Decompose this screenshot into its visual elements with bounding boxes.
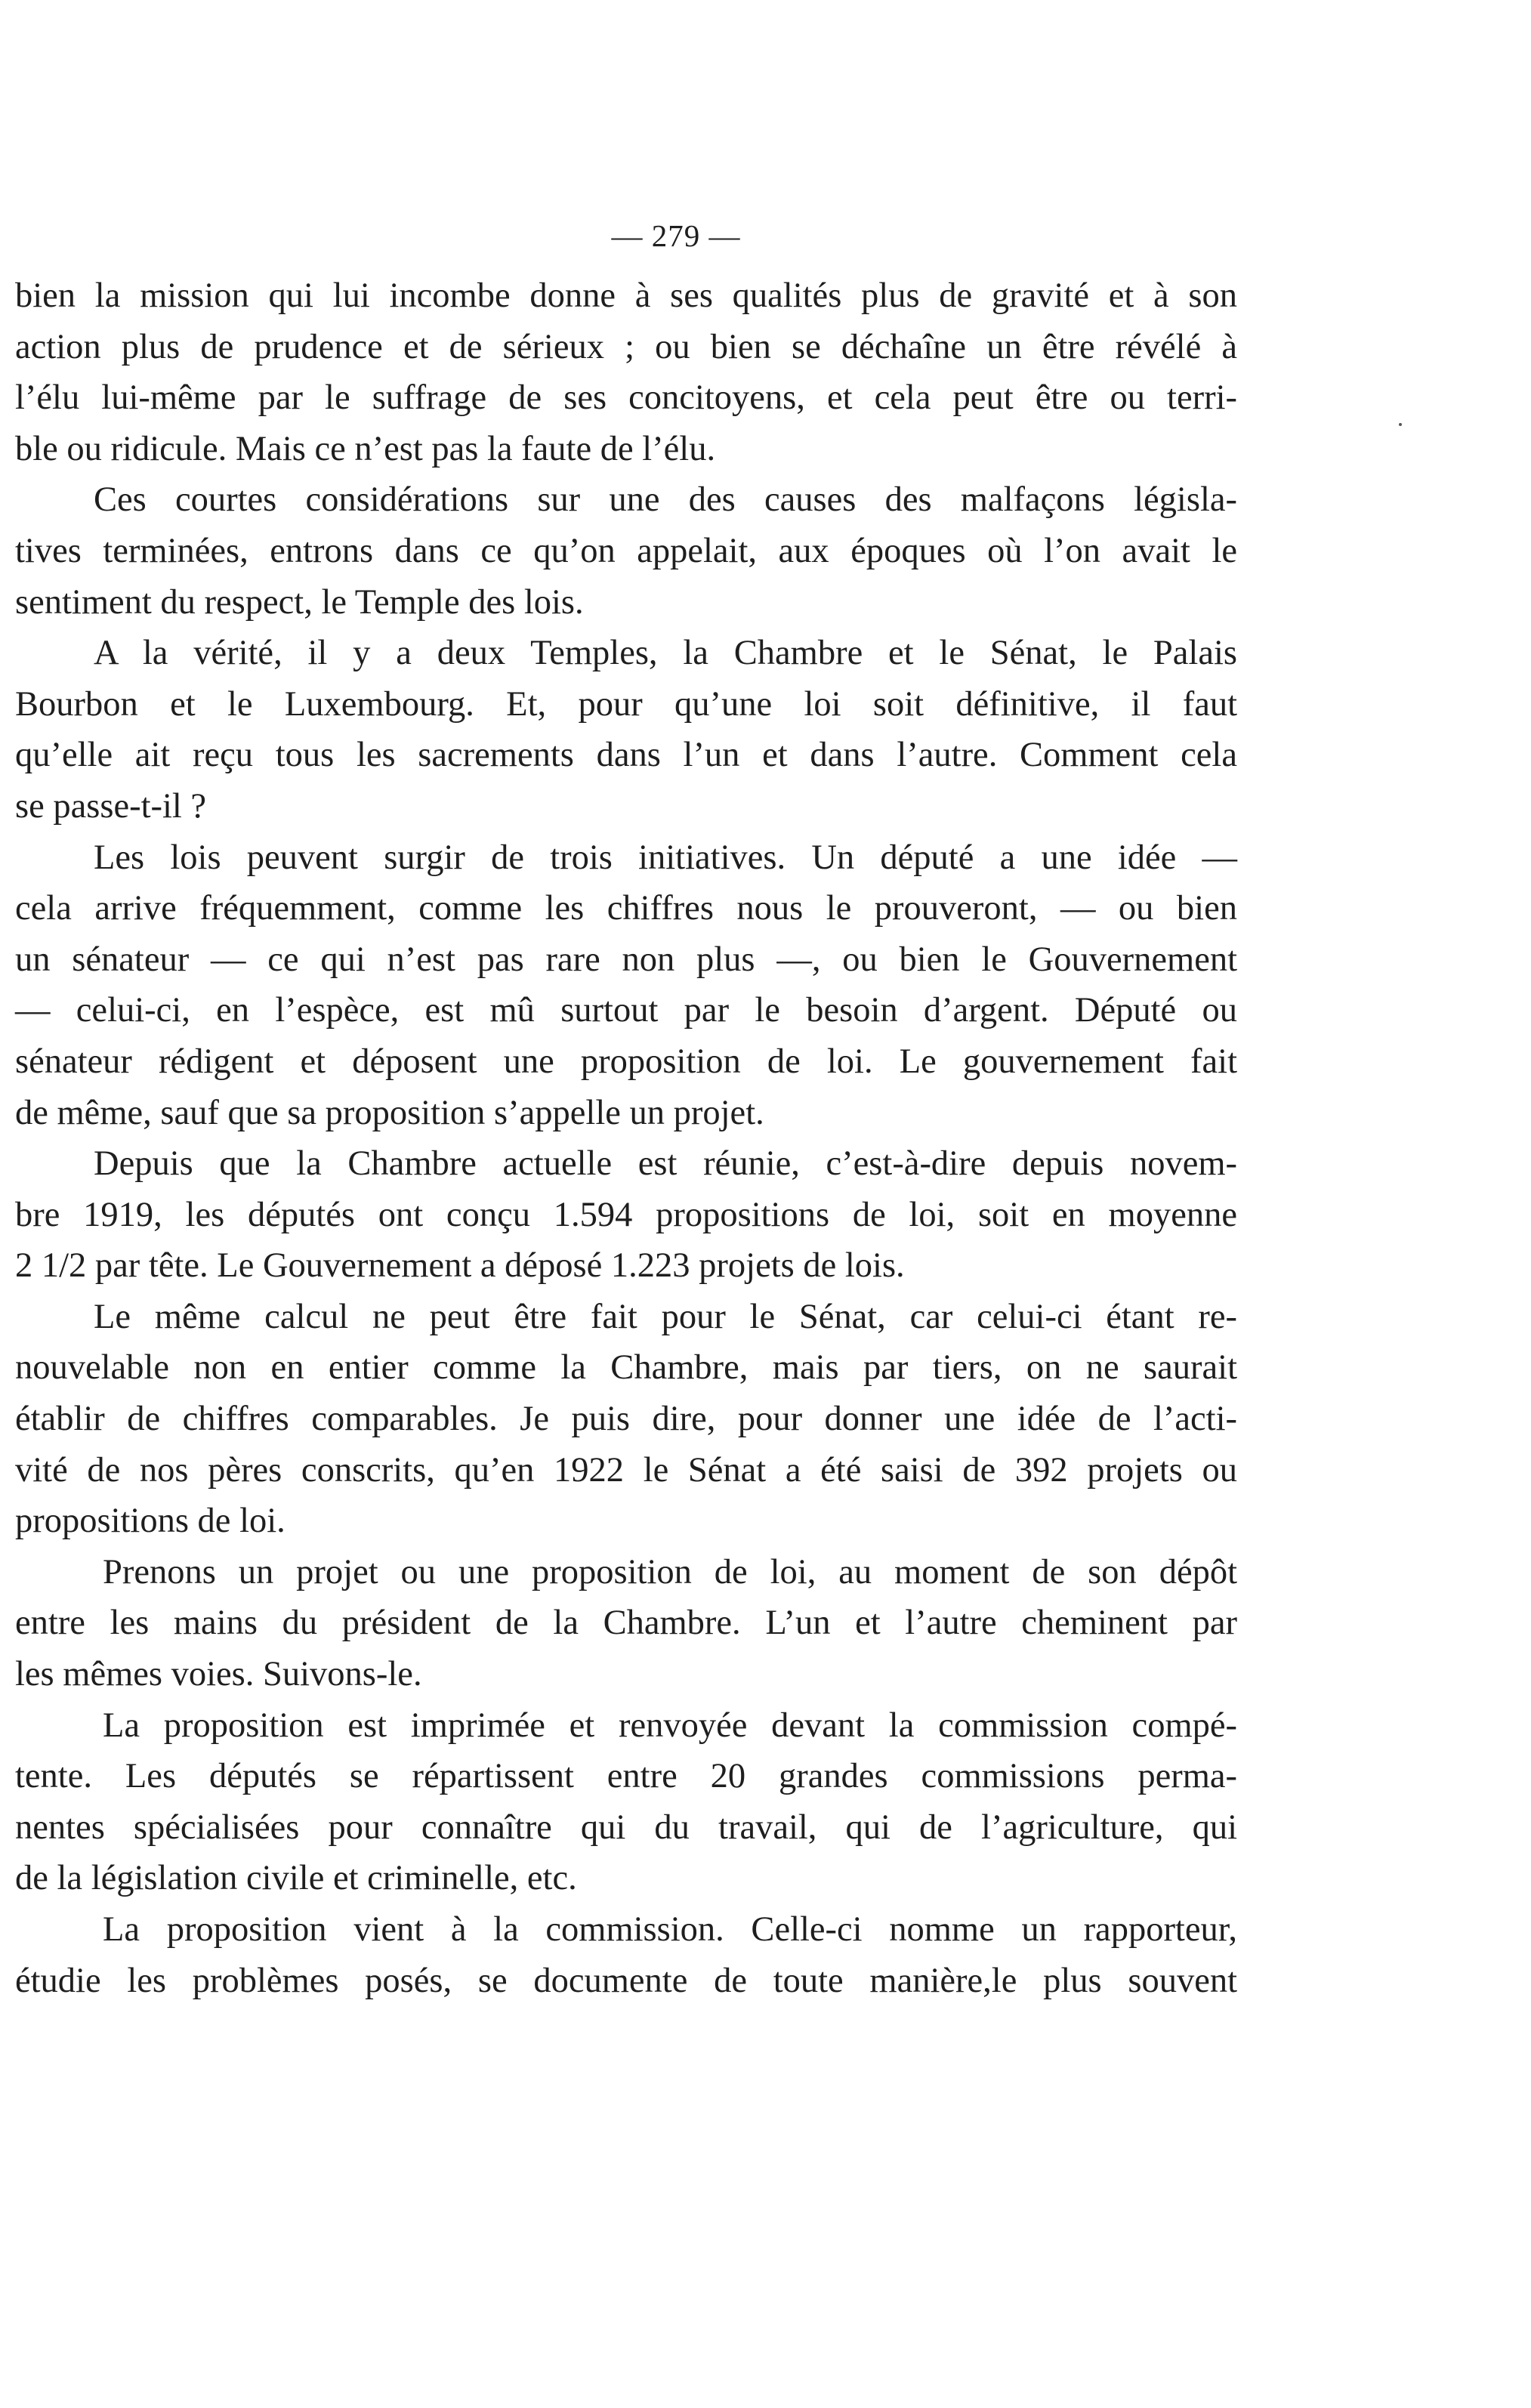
text-line: de même, sauf que sa proposition s’appelle un projet. xyxy=(15,1093,764,1132)
scan-speck xyxy=(1399,423,1402,426)
text-line: nentes spécialisées pour connaître qui du travail, qui de l’agriculture, qui xyxy=(15,1808,1237,1847)
text-line: Bourbon et le Luxembourg. Et, pour qu’une loi soit définitive, il faut xyxy=(15,684,1237,724)
text-line: Prenons un projet ou une proposition de loi, au moment de son dépôt xyxy=(103,1552,1237,1591)
text-line: bien la mission qui lui incombe donne à ses qualités plus de gravité et à son xyxy=(15,276,1237,315)
text-line: 2 1/2 par tête. Le Gouvernement a déposé 1.223 projets de lois. xyxy=(15,1246,905,1286)
text-line: Depuis que la Chambre actuelle est réunie, c’est-à-dire depuis novem- xyxy=(94,1144,1237,1184)
text-line: étudie les problèmes posés, se documente de toute manière,le plus souvent xyxy=(15,1961,1237,2000)
text-line: qu’elle ait reçu tous les sacrements dans l’un et dans l’autre. Comment cela xyxy=(15,736,1237,775)
text-line: sentiment du respect, le Temple des lois. xyxy=(15,582,584,622)
text-line: Les lois peuvent surgir de trois initiatives. Un député a une idée — xyxy=(94,838,1237,877)
text-line: tives terminées, entrons dans ce qu’on appelait, aux époques où l’on avait le xyxy=(15,531,1237,570)
text-line: La proposition est imprimée et renvoyée devant la commission compé- xyxy=(103,1706,1237,1745)
text-line: La proposition vient à la commission. Celle-ci nomme un rapporteur, xyxy=(103,1910,1237,1949)
text-line: entre les mains du président de la Chambre. L’un et l’autre cheminent par xyxy=(15,1604,1237,1643)
text-line: un sénateur — ce qui n’est pas rare non plus —, ou bien le Gouvernement xyxy=(15,940,1237,979)
text-line: A la vérité, il y a deux Temples, la Chambre et le Sénat, le Palais xyxy=(94,634,1237,673)
text-line: cela arrive fréquemment, comme les chiffres nous le prouveront, — ou bien xyxy=(15,889,1237,928)
text-line: nouvelable non en entier comme la Chambre, mais par tiers, on ne saurait xyxy=(15,1348,1237,1388)
text-line: ble ou ridicule. Mais ce n’est pas la faute de l’élu. xyxy=(15,429,716,468)
text-line: — celui-ci, en l’espèce, est mû surtout par le besoin d’argent. Député ou xyxy=(15,991,1237,1030)
text-line: propositions de loi. xyxy=(15,1502,286,1541)
text-line: tente. Les députés se répartissent entre 20 grandes commissions perma- xyxy=(15,1757,1237,1796)
text-line: sénateur rédigent et déposent une proposition de loi. Le gouvernement fait xyxy=(15,1042,1237,1081)
text-line: Le même calcul ne peut être fait pour le Sénat, car celui-ci étant re- xyxy=(94,1297,1237,1336)
text-line: établir de chiffres comparables. Je puis dire, pour donner une idée de l’acti- xyxy=(15,1400,1237,1439)
text-line: de la législation civile et criminelle, etc. xyxy=(15,1859,577,1898)
page-number: — 279 — xyxy=(611,218,741,253)
text-line: se passe-t-il ? xyxy=(15,786,207,826)
body-text xyxy=(15,270,1237,2006)
text-line: vité de nos pères conscrits, qu’en 1922 le Sénat a été saisi de 392 projets ou xyxy=(15,1450,1237,1490)
text-line: bre 1919, les députés ont conçu 1.594 propositions de loi, soit en moyenne xyxy=(15,1195,1237,1234)
text-line: Ces courtes considérations sur une des causes des malfaçons législa- xyxy=(94,480,1237,520)
text-line: action plus de prudence et de sérieux ; ou bien se déchaîne un être révélé à xyxy=(15,327,1237,366)
text-line: l’élu lui-même par le suffrage de ses concitoyens, et cela peut être ou terri- xyxy=(15,378,1237,418)
text-line: les mêmes voies. Suivons-le. xyxy=(15,1655,422,1694)
